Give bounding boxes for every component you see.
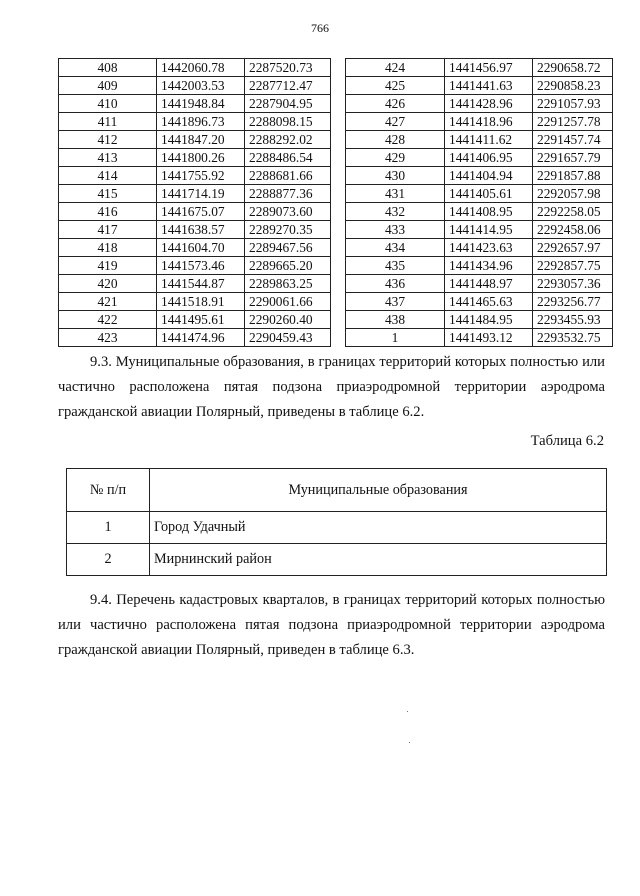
- x-coordinate: 1441465.63: [445, 293, 533, 311]
- point-number: 422: [59, 311, 157, 329]
- x-coordinate: 1441896.73: [157, 113, 245, 131]
- x-coordinate: 1441448.97: [445, 275, 533, 293]
- x-coordinate: 1441423.63: [445, 239, 533, 257]
- point-number: 414: [59, 167, 157, 185]
- coordinate-row: [59, 239, 331, 257]
- coordinates-table-right: [345, 58, 613, 347]
- y-coordinate: 2293256.77: [533, 293, 613, 311]
- x-coordinate: 1441428.96: [445, 95, 533, 113]
- x-coordinate: 1442060.78: [157, 59, 245, 77]
- municipality-number: 1: [67, 512, 150, 544]
- y-coordinate: 2288098.15: [245, 113, 331, 131]
- x-coordinate: 1441518.91: [157, 293, 245, 311]
- y-coordinate: 2292057.98: [533, 185, 613, 203]
- point-number: 418: [59, 239, 157, 257]
- x-coordinate: 1441714.19: [157, 185, 245, 203]
- x-coordinate: 1441474.96: [157, 329, 245, 347]
- municipality-row: [67, 544, 607, 576]
- y-coordinate: 2289270.35: [245, 221, 331, 239]
- point-number: 415: [59, 185, 157, 203]
- y-coordinate: 2292657.97: [533, 239, 613, 257]
- y-coordinate: 2290061.66: [245, 293, 331, 311]
- point-number: 423: [59, 329, 157, 347]
- point-number: 416: [59, 203, 157, 221]
- scan-speck: [407, 711, 408, 712]
- point-number: 433: [346, 221, 445, 239]
- point-number: 435: [346, 257, 445, 275]
- coordinate-row: [346, 185, 613, 203]
- x-coordinate: 1441408.95: [445, 203, 533, 221]
- point-number: 1: [346, 329, 445, 347]
- section-9-4-paragraph: [58, 588, 605, 663]
- y-coordinate: 2291057.93: [533, 95, 613, 113]
- point-number: 413: [59, 149, 157, 167]
- x-coordinate: 1441404.94: [445, 167, 533, 185]
- point-number: 436: [346, 275, 445, 293]
- y-coordinate: 2293532.75: [533, 329, 613, 347]
- scan-speck: [409, 742, 410, 743]
- y-coordinate: 2288486.54: [245, 149, 331, 167]
- coordinate-row: [346, 311, 613, 329]
- x-coordinate: 1441948.84: [157, 95, 245, 113]
- point-number: 425: [346, 77, 445, 95]
- coordinate-row: [346, 149, 613, 167]
- coordinate-row: [59, 149, 331, 167]
- x-coordinate: 1441434.96: [445, 257, 533, 275]
- municipalities-header-row: [67, 469, 607, 512]
- y-coordinate: 2292458.06: [533, 221, 613, 239]
- coordinates-table-left: [58, 58, 331, 347]
- x-coordinate: 1441405.61: [445, 185, 533, 203]
- y-coordinate: 2287712.47: [245, 77, 331, 95]
- point-number: 424: [346, 59, 445, 77]
- coordinate-row: [59, 311, 331, 329]
- point-number: 434: [346, 239, 445, 257]
- coordinate-row: [346, 113, 613, 131]
- coordinate-row: [59, 275, 331, 293]
- x-coordinate: 1441406.95: [445, 149, 533, 167]
- coordinate-row: [346, 257, 613, 275]
- y-coordinate: 2288292.02: [245, 131, 331, 149]
- x-coordinate: 1441414.95: [445, 221, 533, 239]
- y-coordinate: 2287904.95: [245, 95, 331, 113]
- x-coordinate: 1441411.62: [445, 131, 533, 149]
- y-coordinate: 2289073.60: [245, 203, 331, 221]
- y-coordinate: 2293455.93: [533, 311, 613, 329]
- y-coordinate: 2287520.73: [245, 59, 331, 77]
- table-6-2-caption: Таблица 6.2: [530, 433, 604, 449]
- x-coordinate: 1441441.63: [445, 77, 533, 95]
- municipality-name: Город Удачный: [150, 512, 607, 544]
- coordinate-row: [59, 257, 331, 275]
- header-number: № п/п: [67, 469, 150, 512]
- y-coordinate: 2288681.66: [245, 167, 331, 185]
- x-coordinate: 1441456.97: [445, 59, 533, 77]
- point-number: 432: [346, 203, 445, 221]
- y-coordinate: 2292258.05: [533, 203, 613, 221]
- section-9-4-text: 9.4. Перечень кадастровых кварталов, в границах территорий которых полностью или частично расположена пятая подзона приаэродромной территории аэродрома гражданской авиации Полярный, приведен в таблице 6.3.: [58, 592, 605, 658]
- point-number: 431: [346, 185, 445, 203]
- section-9-3-text: 9.3. Муниципальные образования, в границах территорий которых полностью или частично расположена пятая подзона приаэродромной территории аэродрома гражданской авиации Полярный, приведены в таблице 6.2.: [58, 354, 605, 420]
- x-coordinate: 1441544.87: [157, 275, 245, 293]
- point-number: 411: [59, 113, 157, 131]
- section-9-3-paragraph: [58, 350, 605, 425]
- coordinate-row: [346, 221, 613, 239]
- point-number: 428: [346, 131, 445, 149]
- coordinate-row: [59, 59, 331, 77]
- coordinate-row: [346, 167, 613, 185]
- coordinate-row: [59, 293, 331, 311]
- point-number: 427: [346, 113, 445, 131]
- y-coordinate: 2289665.20: [245, 257, 331, 275]
- y-coordinate: 2290858.23: [533, 77, 613, 95]
- page-number: 766: [311, 21, 329, 35]
- coordinate-row: [59, 221, 331, 239]
- x-coordinate: 1441493.12: [445, 329, 533, 347]
- coordinate-row: [346, 203, 613, 221]
- point-number: 410: [59, 95, 157, 113]
- coordinate-row: [59, 131, 331, 149]
- x-coordinate: 1442003.53: [157, 77, 245, 95]
- y-coordinate: 2291657.79: [533, 149, 613, 167]
- point-number: 437: [346, 293, 445, 311]
- coordinate-row: [59, 95, 331, 113]
- y-coordinate: 2293057.36: [533, 275, 613, 293]
- x-coordinate: 1441573.46: [157, 257, 245, 275]
- municipality-name: Мирнинский район: [150, 544, 607, 576]
- point-number: 408: [59, 59, 157, 77]
- coordinate-row: [346, 329, 613, 347]
- y-coordinate: 2291857.88: [533, 167, 613, 185]
- x-coordinate: 1441484.95: [445, 311, 533, 329]
- coordinate-row: [346, 239, 613, 257]
- y-coordinate: 2292857.75: [533, 257, 613, 275]
- coordinate-row: [59, 113, 331, 131]
- coordinate-row: [59, 185, 331, 203]
- x-coordinate: 1441755.92: [157, 167, 245, 185]
- municipality-number: 2: [67, 544, 150, 576]
- x-coordinate: 1441495.61: [157, 311, 245, 329]
- x-coordinate: 1441604.70: [157, 239, 245, 257]
- coordinate-row: [346, 77, 613, 95]
- coordinate-row: [346, 275, 613, 293]
- point-number: 419: [59, 257, 157, 275]
- point-number: 426: [346, 95, 445, 113]
- y-coordinate: 2289863.25: [245, 275, 331, 293]
- y-coordinate: 2291457.74: [533, 131, 613, 149]
- point-number: 409: [59, 77, 157, 95]
- point-number: 430: [346, 167, 445, 185]
- x-coordinate: 1441847.20: [157, 131, 245, 149]
- y-coordinate: 2291257.78: [533, 113, 613, 131]
- y-coordinate: 2290260.40: [245, 311, 331, 329]
- x-coordinate: 1441638.57: [157, 221, 245, 239]
- x-coordinate: 1441418.96: [445, 113, 533, 131]
- coordinate-row: [346, 131, 613, 149]
- y-coordinate: 2288877.36: [245, 185, 331, 203]
- coordinate-row: [346, 293, 613, 311]
- coordinate-row: [346, 95, 613, 113]
- municipalities-table: [66, 468, 607, 576]
- y-coordinate: 2290459.43: [245, 329, 331, 347]
- y-coordinate: 2290658.72: [533, 59, 613, 77]
- coordinate-row: [59, 329, 331, 347]
- point-number: 438: [346, 311, 445, 329]
- point-number: 420: [59, 275, 157, 293]
- header-municipalities: Муниципальные образования: [150, 469, 607, 512]
- point-number: 429: [346, 149, 445, 167]
- point-number: 421: [59, 293, 157, 311]
- coordinate-row: [59, 77, 331, 95]
- coordinate-row: [59, 203, 331, 221]
- point-number: 412: [59, 131, 157, 149]
- municipality-row: [67, 512, 607, 544]
- point-number: 417: [59, 221, 157, 239]
- x-coordinate: 1441800.26: [157, 149, 245, 167]
- y-coordinate: 2289467.56: [245, 239, 331, 257]
- coordinate-row: [346, 59, 613, 77]
- x-coordinate: 1441675.07: [157, 203, 245, 221]
- coordinate-row: [59, 167, 331, 185]
